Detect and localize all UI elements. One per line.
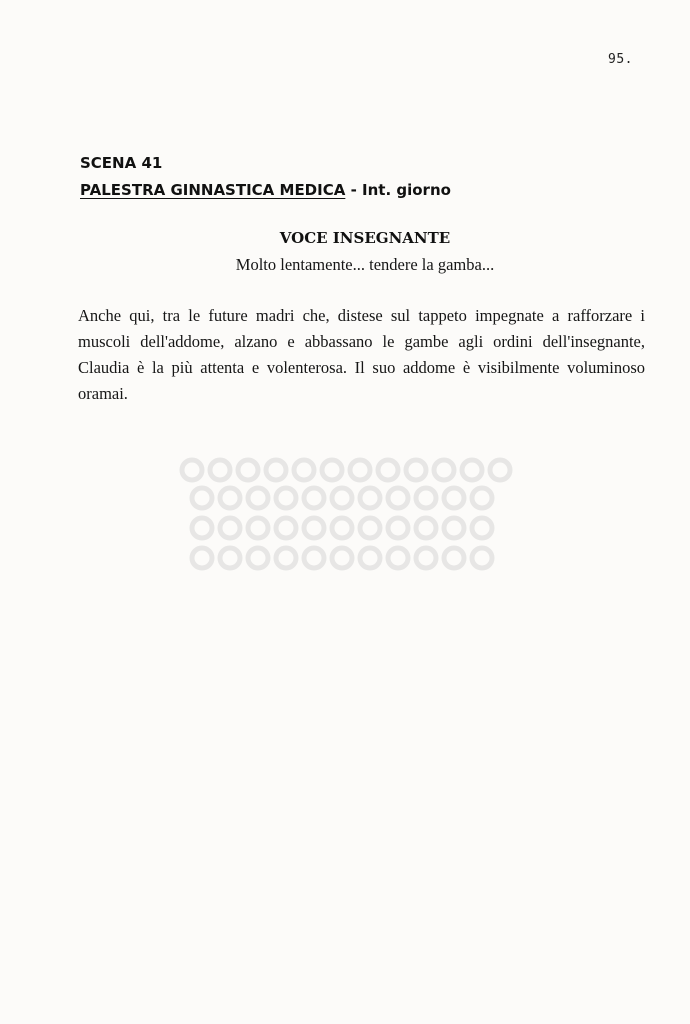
watermark-ring	[266, 460, 286, 480]
scene-label: SCENA 41	[80, 154, 163, 172]
watermark-ring	[360, 518, 380, 538]
watermark-ring	[462, 460, 482, 480]
watermark-ring	[248, 518, 268, 538]
watermark-ring	[192, 518, 212, 538]
watermark-ring	[472, 518, 492, 538]
watermark-ring	[444, 518, 464, 538]
watermark-ring	[332, 518, 352, 538]
watermark-ring	[388, 488, 408, 508]
watermark-ring	[248, 548, 268, 568]
dialogue-line: Molto lentamente... tendere la gamba...	[235, 255, 495, 274]
character-name: VOCE INSEGNANTE	[279, 229, 451, 247]
watermark-ring	[276, 488, 296, 508]
watermark-ring	[210, 460, 230, 480]
scene-time: - Int. giorno	[345, 181, 451, 199]
watermark-ring	[434, 460, 454, 480]
scene-location: PALESTRA GINNASTICA MEDICA	[80, 181, 346, 199]
watermark-ring	[472, 548, 492, 568]
watermark-ring	[304, 518, 324, 538]
watermark-ring	[248, 488, 268, 508]
watermark-ring	[416, 488, 436, 508]
watermark-ring	[416, 518, 436, 538]
watermark-ring	[304, 548, 324, 568]
watermark-ring	[360, 488, 380, 508]
watermark-ring	[276, 518, 296, 538]
action-paragraph: Anche qui, tra le future madri che, distese sul tappeto impegnate a rafforzare i muscoli dell'addome, alzano e abbassano le gambe agli ordini dell'insegnante, Claudia è la più attenta e volenterosa. Il suo addome è visibilmente voluminoso oramai.	[78, 306, 645, 403]
watermark-ring	[220, 548, 240, 568]
watermark-ring	[182, 460, 202, 480]
watermark-ring	[192, 488, 212, 508]
watermark-ring	[294, 460, 314, 480]
watermark-ring	[220, 488, 240, 508]
watermark-ring	[220, 518, 240, 538]
watermark-ring	[444, 548, 464, 568]
watermark-ring	[276, 548, 296, 568]
scene-slugline	[80, 177, 451, 204]
watermark-ring	[332, 488, 352, 508]
watermark-ring	[332, 548, 352, 568]
watermark-ring	[444, 488, 464, 508]
page-number: 95.	[608, 52, 633, 67]
watermark-ring	[472, 488, 492, 508]
watermark-ring	[350, 460, 370, 480]
scene-heading	[80, 150, 451, 204]
watermark-ring	[406, 460, 426, 480]
watermark-ring	[490, 460, 510, 480]
watermark-ring	[304, 488, 324, 508]
watermark-ring	[378, 460, 398, 480]
watermark-ring	[416, 548, 436, 568]
watermark-ring	[192, 548, 212, 568]
watermark-ring	[322, 460, 342, 480]
watermark-ring	[360, 548, 380, 568]
watermark-ring	[238, 460, 258, 480]
watermark-ring	[388, 548, 408, 568]
stamp-watermark-icon	[176, 452, 522, 580]
watermark-ring	[388, 518, 408, 538]
